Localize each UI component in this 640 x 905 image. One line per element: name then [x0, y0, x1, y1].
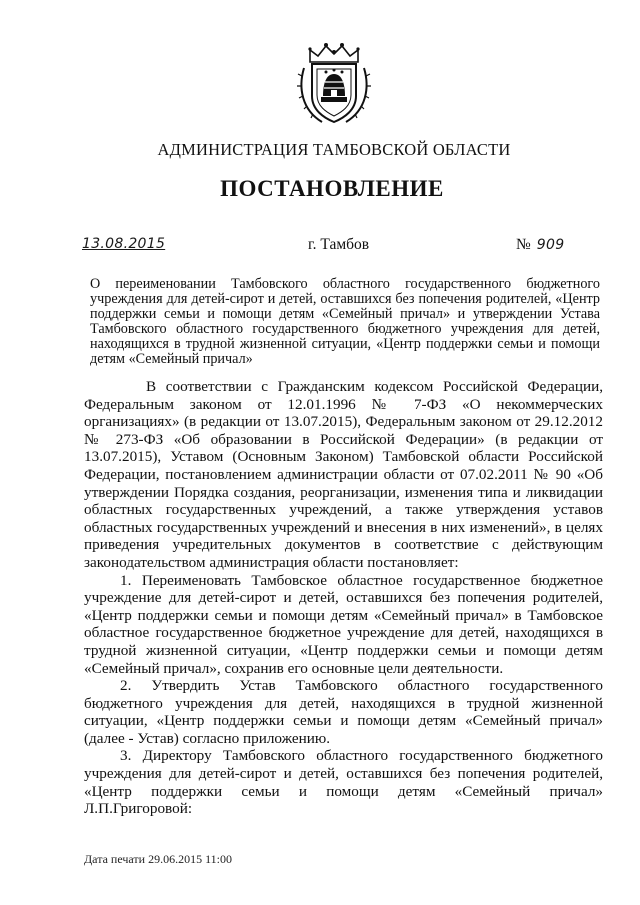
document-city: г. Тамбов — [308, 236, 370, 253]
body-item-3: 3. Директору Тамбовского областного государственного бюджетного учреждения для детей-сирот и детей, оставшихся без попечения родителей, «Центр поддержки семьи и помощи детям «Семейный причал» Л.П.Григоровой: — [84, 747, 603, 818]
document-number-group — [516, 236, 564, 254]
document-meta — [0, 234, 640, 258]
organization-name: АДМИНИСТРАЦИЯ ТАМБОВСКОЙ ОБЛАСТИ — [157, 140, 511, 159]
document-subject: О переименовании Тамбовского областного государственного бюджетного учреждения для детей-сирот и детей, оставшихся без попечения родителей, «Центр поддержки семьи и помощи детям «Семейный причал» и утверждении Устава Тамбовского областного государственного бюджетного учреждения для детей, находящихся в трудной жизненной ситуации, «Центр поддержки семьи и помощи детям «Семейный причал» — [90, 276, 600, 367]
document-date: 13.08.2015 — [82, 236, 166, 252]
body-item-1: 1. Переименовать Тамбовское областное государственное бюджетное учреждение для детей-сирот и детей, оставшихся без попечения родителей, «Центр поддержки семьи и помощи детям «Семейный причал» в Тамбовское областное государственное бюджетное учреждение для детей, находящихся в трудной жизненной ситуации, «Центр поддержки семьи и помощи детям «Семейный причал», сохранив его основные цели деятельности. — [84, 571, 603, 677]
document-number-label: № — [516, 236, 531, 253]
body-item-2: 2. Утвердить Устав Тамбовского областного государственного бюджетного учреждения для детей, находящихся в трудной жизненной ситуации, «Центр поддержки семьи и помощи детям «Семейный причал» (далее - Устав) согласно приложению. — [84, 677, 603, 747]
document-body — [84, 378, 603, 818]
document-type: ПОСТАНОВЛЕНИЕ — [220, 176, 444, 201]
coat-of-arms-icon — [296, 40, 372, 128]
body-preamble: В соответствии с Гражданским кодексом Российской Федерации, Федеральным законом от 12.01.1996 № 7-ФЗ «О некоммерческих организациях» (в редакции от 13.07.2015), Федеральным законом от 29.12.2012 № 273-ФЗ «Об образовании в Российской Федерации» (в редакции от 13.07.2015), Уставом (Основным Законом) Тамбовской области Российской Федерации, постановлением администрации области от 07.02.2011 № 90 «Об утверждении Порядка создания, реорганизации, изменения типа и ликвидации областных государственных учреждений, а также утверждения уставов областных государственных учреждений и внесения в них изменений», в целях приведения учредительных документов в соответствие с действующим законодательством администрация области постановляет: — [84, 378, 603, 571]
document-number: 909 — [536, 237, 565, 253]
print-date: Дата печати 29.06.2015 11:00 — [84, 852, 232, 866]
